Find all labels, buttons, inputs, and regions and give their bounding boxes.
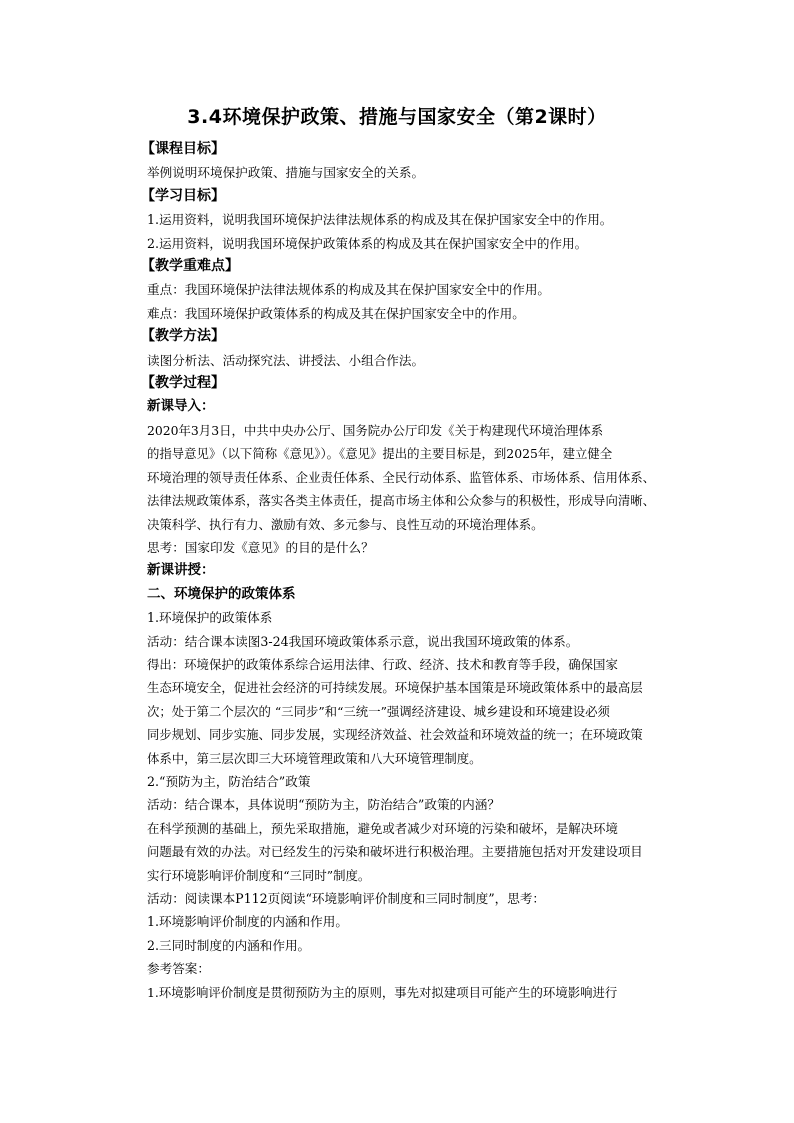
result-line-1: 得出：环境保护的政策体系综合运用法律、行政、经济、技术和教育等手段，确保国家 — [147, 656, 618, 672]
key-points-heading: 【教学重难点】 — [141, 258, 239, 275]
activity-2: 活动：结合课本，具体说明“预防为主，防治结合”政策的内涵？ — [147, 797, 500, 813]
part2-heading: 二、环境保护的政策体系 — [147, 585, 296, 602]
course-goal-text: 举例说明环境保护政策、措施与国家安全的关系。 — [147, 165, 425, 181]
intro-line-1: 2020年3月3日，中共中央办公厅、国务院办公厅印发《关于构建现代环境治理体系 — [147, 422, 604, 438]
intro-heading: 新课导入： — [147, 398, 215, 415]
intro-line-4: 法律法规政策体系，落实各类主体责任，提高市场主体和公众参与的积极性，形成导向清晰、 — [147, 493, 656, 509]
activity-1: 活动：结合课本读图3-24我国环境政策体系示意，说出我国环境政策的体系。 — [147, 633, 579, 649]
document-body — [141, 138, 677, 1004]
learning-goal-heading: 【学习目标】 — [141, 187, 225, 204]
result-line-4: 同步规划、同步实施、同步发展，实现经济效益、社会效益和环境效益的统一；在环境政策 — [147, 727, 643, 743]
learning-goal-2: 2.运用资料，说明我国环境保护政策体系的构成及其在保护国家安全中的作用。 — [147, 235, 588, 251]
explain-line-1: 在科学预测的基础上，预先采取措施，避免或者减少对环境的污染和破坏，是解决环境 — [147, 820, 618, 836]
question-1: 1.环境影响评价制度的内涵和作用。 — [147, 914, 348, 930]
question-2: 2.三同时制度的内涵和作用。 — [147, 937, 311, 953]
intro-line-5: 决策科学、执行有力、激励有效、多元参与、良性互动的环境治理体系。 — [147, 516, 544, 532]
explain-line-3: 实行环境影响评价制度和“三同时”制度。 — [147, 867, 371, 883]
lecture-heading: 新课讲授： — [147, 562, 215, 579]
reference-answer-label: 参考答案： — [147, 961, 210, 977]
think-question: 思考：国家印发《意见》的目的是什么？ — [147, 539, 374, 555]
answer-1: 1.环境影响评价制度是贯彻预防为主的原则，事先对拟建项目可能产生的环境影响进行 — [147, 984, 618, 1000]
result-line-3: 次；处于第二个层次的 “三同步”和“三统一”强调经济建设、城乡建设和环境建设必须 — [147, 703, 610, 719]
learning-goal-1: 1.运用资料，说明我国环境保护法律法规体系的构成及其在保护国家安全中的作用。 — [147, 212, 613, 228]
key-point: 重点：我国环境保护法律法规体系的构成及其在保护国家安全中的作用。 — [147, 282, 550, 298]
course-goal-heading: 【课程目标】 — [141, 141, 225, 157]
subsection-2: 2.“预防为主，防治结合”政策 — [147, 773, 311, 789]
document-title: 3.4环境保护政策、措施与国家安全（第2课时） — [187, 106, 607, 128]
subsection-1: 1.环境保护的政策体系 — [147, 610, 273, 626]
process-heading: 【教学过程】 — [141, 375, 225, 392]
intro-line-2: 的指导意见》（以下简称《意见》）。《意见》提出的主要目标是，到2025年，建立健全 — [147, 446, 613, 462]
method-text: 读图分析法、活动探究法、讲授法、小组合作法。 — [147, 352, 425, 368]
explain-line-2: 问题最有效的办法。对已经发生的污染和破坏进行积极治理。主要措施包括对开发建设项目 — [147, 844, 643, 860]
result-line-5: 体系中，第三层次即三大环境管理政策和八大环境管理制度。 — [147, 750, 482, 766]
method-heading: 【教学方法】 — [141, 328, 225, 345]
intro-line-3: 环境治理的领导责任体系、企业责任体系、全民行动体系、监管体系、市场体系、信用体系、 — [147, 469, 656, 485]
result-line-2: 生态环境安全，促进社会经济的可持续发展。环境保护基本国策是环境政策体系中的最高层 — [147, 680, 643, 696]
difficult-point: 难点：我国环境保护政策体系的构成及其在保护国家安全中的作用。 — [147, 305, 525, 321]
activity-3: 活动：阅读课本P112页阅读“环境影响评价制度和三同时制度”，思考： — [147, 891, 546, 906]
